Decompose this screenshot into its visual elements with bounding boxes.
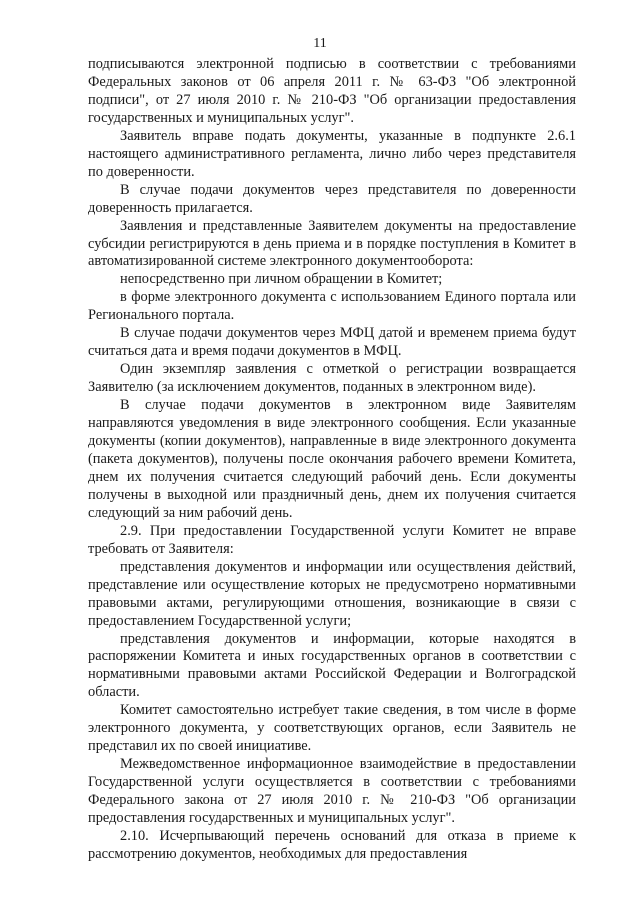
section-paragraph: 2.10. Исчерпывающий перечень оснований для отказа в приеме к рассмотрению документов, необходимых для предоставления	[88, 827, 576, 862]
paragraph: Заявитель вправе подать документы, указанные в подпункте 2.6.1 настоящего административного регламента, лично либо через представителя по доверенности.	[88, 127, 576, 180]
paragraph: В случае подачи документов через представителя по доверенности доверенность прилагается.	[88, 181, 576, 216]
page-number: 11	[313, 36, 327, 51]
document-body	[88, 56, 576, 864]
paragraph: непосредственно при личном обращении в Комитет;	[120, 271, 443, 288]
paragraph: в форме электронного документа с использованием Единого портала или Регионального портала.	[88, 289, 576, 324]
paragraph: Один экземпляр заявления с отметкой о регистрации возвращается Заявителю (за исключением документов, поданных в электронном виде).	[88, 361, 576, 396]
paragraph: подписываются электронной подписью в соответствии с требованиями Федеральных законов от 06 апреля 2011 г. № 63-ФЗ "Об электронной подписи", от 27 июля 2010 г. № 210-ФЗ "Об организации предоставления государственных и муниципальных услуг".	[88, 56, 576, 126]
paragraph: представления документов и информации или осуществления действий, представление или осуществление которых не предусмотрено нормативными правовыми актами, регулирующими отношения, возникающие в связи с предоставлением Государственной услуги;	[88, 558, 576, 629]
paragraph: Заявления и представленные Заявителем документы на предоставление субсидии регистрируются в день приема и в порядке поступления в Комитет в автоматизированной системе электронного документооборота:	[88, 217, 576, 270]
section-paragraph: 2.9. При предоставлении Государственной услуги Комитет не вправе требовать от Заявителя:	[88, 522, 576, 557]
paragraph: Комитет самостоятельно истребует такие сведения, в том числе в форме электронного документа, у соответствующих органов, если Заявитель не представил их по своей инициативе.	[88, 702, 576, 755]
paragraph: В случае подачи документов в электронном виде Заявителям направляются уведомления в виде электронного сообщения. Если указанные документы (копии документов), направленные в виде электронного документа (пакета документов), получены после окончания рабочего времени Комитета, днем их получения считается следующий рабочий день. Если документы получены в выходной или праздничный день, днем их получения считается следующий за ним рабочий день.	[88, 397, 576, 521]
paragraph: В случае подачи документов через МФЦ датой и временем приема будут считаться дата и время подачи документов в МФЦ.	[88, 325, 576, 360]
paragraph: представления документов и информации, которые находятся в распоряжении Комитета и иных государственных органов в соответствии с нормативными правовыми актами Российской Федерации и Волгоградской области.	[88, 630, 576, 701]
paragraph: Межведомственное информационное взаимодействие в предоставлении Государственной услуги осуществляется в соответствии с требованиями Федерального закона от 27 июля 2010 г. № 210-ФЗ "Об организации предоставления государственных и муниципальных услуг".	[88, 756, 576, 827]
